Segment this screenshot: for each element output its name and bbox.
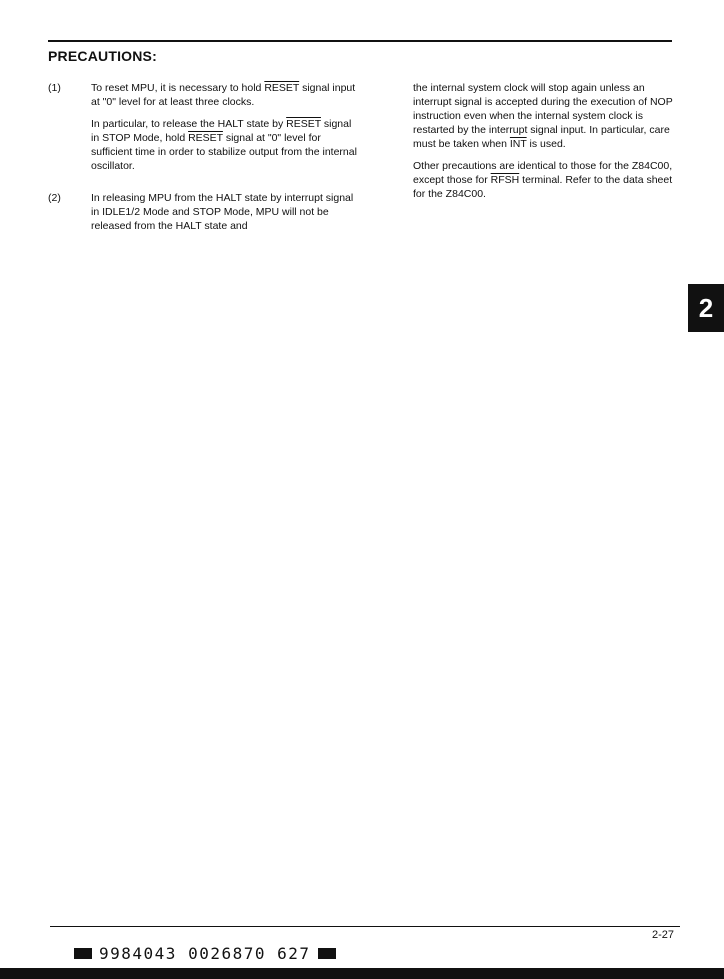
- text-run: is used.: [526, 138, 566, 150]
- paragraph: [413, 159, 675, 201]
- item-number: (2): [48, 192, 61, 204]
- paragraph: [91, 191, 358, 233]
- text-run: signal in STOP Mode, hold: [91, 118, 352, 144]
- item-number: (1): [48, 82, 61, 94]
- section-heading: PRECAUTIONS:: [48, 48, 157, 64]
- text-run: Other precautions are identical to those for the Z84C00, except those for: [413, 160, 673, 186]
- left-column: [48, 81, 358, 251]
- precaution-item-1: [48, 81, 358, 181]
- text-run: signal at "0" level for sufficient time in order to stabilize output from the internal oscillator.: [91, 132, 357, 172]
- signal-name: RESET: [264, 82, 300, 94]
- text-run: the internal system clock will stop again unless an interrupt signal is accepted during the execution of NOP instruction even when the internal system clock is restarted by the interrupt signal input. In particular, care must be taken when: [413, 82, 673, 150]
- text-run: To reset MPU, it is necessary to hold: [91, 82, 265, 94]
- top-rule: [48, 40, 672, 42]
- paragraph: [91, 81, 358, 109]
- signal-name: RESET: [188, 132, 223, 144]
- chapter-tab: 2: [688, 284, 724, 332]
- barcode-text: 9984043 0026870 627: [99, 944, 311, 963]
- text-run: In releasing MPU from the HALT state by interrupt signal in IDLE1/2 Mode and STOP Mode, MPU will not be released from the HALT state and: [91, 192, 354, 232]
- text-run: signal input at "0" level for at least three clocks.: [91, 82, 356, 108]
- signal-name: $\overline{INT}$: [509, 138, 527, 150]
- bottom-rule: [50, 926, 680, 927]
- barcode-block-icon: [318, 948, 336, 959]
- signal-name: RFSH: [490, 174, 520, 186]
- precaution-item-2: [48, 191, 358, 241]
- paragraph: [91, 117, 358, 173]
- item-body: [91, 191, 358, 241]
- scan-edge-bar: [0, 968, 724, 979]
- item-body: [91, 81, 358, 181]
- barcode-line: [74, 944, 336, 963]
- text-run: In particular, to release the HALT state by: [91, 118, 287, 130]
- barcode-block-icon: [74, 948, 92, 959]
- text-run: terminal. Refer to the data sheet for the Z84C00.: [413, 174, 673, 200]
- signal-name: RESET: [286, 118, 321, 130]
- page-number: 2-27: [652, 929, 675, 941]
- right-column: [413, 81, 675, 209]
- paragraph: [413, 81, 675, 151]
